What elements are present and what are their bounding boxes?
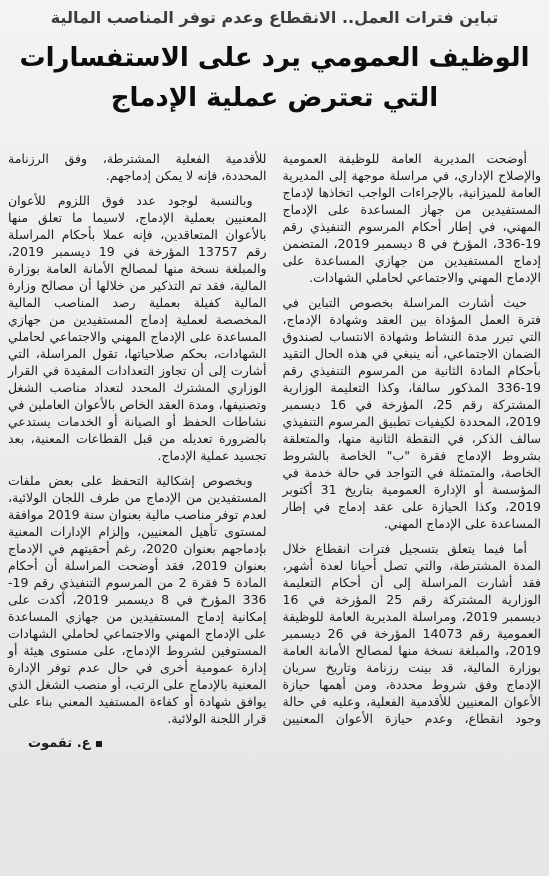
article-paragraph: أما فيما يتعلق بتسجيل فترات انقطاع خلال المدة المشترطة، والتي تصل أحيانا لعدة أشهر، فقد أشارت المراسلة إلى أن أحكام التعليمة الوزارية المشتركة رقم 25 المؤرخة في 16 ديسمبر 2019، ومراسلة المديرية العامة للوظيفة العمومية رقم 14073 المؤرخة في 26 ديسمبر 2019، والمبلغة نسخة منها لمصالح الأمانة العامة بوزارة المالية، قد بينت رزنامة وتاريخ سريان الإدماج وفق شروط محددة، ومن أهمها حيازة الأعوان المعنيين للأقدمية الفعلية، وعليه في حالة وجود انقطاع، وعدم حيازة الأعوان المعنيين للأقدمية الفعلية المشترطة، وفق الرزنامة المحددة، فإنه لا يمكن إدماجهم. xyxy=(8,151,542,726)
article-body xyxy=(8,150,541,753)
article-headline xyxy=(8,38,541,118)
article-byline xyxy=(8,735,267,753)
article-paragraph: وبخصوص إشكالية التحفظ على بعض ملفات المستفيدين من الإدماج من طرف اللجان الولائية، لعدم توفر مناصب مالية بعنوان سنة 2019 موافقة لمستوى تأهيل المعنيين، وإلزام الإدارات المعنية بإدماجهم بعنوان 2020، رغم أحقيتهم في الإدماج بعنوان 2019، فقد أوضحت المراسلة أن أحكام المادة 5 فقرة 2 من المرسوم التنفيذي رقم 19-336 المؤرخ في 8 ديسمبر 2019، أكدت على إمكانية إدماج المستفيدين من جهازي المساعدة على الإدماج المهني والاجتماعي لحاملي الشهادات المستوفين لشروط الإدماج، على مستوى هيئة أو إدارة عمومية أخرى في حال عدم توفر الإدارة المعنية بالإدماج على الرتب، أو منصب الشغل الذي يوافق شهادة أو كفاءة المستفيد المعني بناء على قرار اللجنة الولائية. xyxy=(8,473,267,726)
article-paragraph: أوضحت المديرية العامة للوظيفة العمومية والإصلاح الإداري، في مراسلة موجهة إلى المديرية العامة للميزانية، بالإجراءات الواجب اتخاذها لإدماج المستفيدين من جهاز المساعدة على الإدماج المهني، في إطار أحكام المرسوم التنفيذي رقم 19-336، المؤرخ في 8 ديسمبر 2019، المتضمن إدماج المستفيدين من جهازي المساعدة على الإدماج المهني والاجتماعي لحاملي الشهادات. xyxy=(282,151,542,285)
byline-square-icon xyxy=(96,741,102,747)
article-paragraph: وبالنسبة لوجود عدد فوق اللزوم للأعوان المعنيين بعملية الإدماج، لاسيما ما تعلق منها بالأعوان المتعاقدين، فإنه عملا بأحكام المراسلة رقم 13757 المؤرخة في 19 ديسمبر 2019، والمبلغة نسخة منها لمصالح الأمانة العامة بوزارة المالية، فقد تم التذكير من خلالها أن مصالح وزارة المالية كفيلة بعملية رصد المناصب المالية المخصصة لعملية إدماج المستفيدين من جهازي المساعدة على الإدماج المهني والاجتماعي لحاملي الشهادات، بحكم صلاحياتها، تقول المراسلة، التي أشارت إلى أن تجاوز التعدادات المقيدة في القرار الوزاري المشترك المحدد لتعداد مناصب الشغل وتصنيفها، ومدة العقد الخاص بالأعوان العاملين في نشاطات الحفظ أو الصيانة أو الخدمات يستدعي بالضرورة تعديله من قبل القطاعات المعنية، بعد تجسيد عملية الإدماج. xyxy=(8,193,267,463)
article-kicker: تباين فترات العمل.. الانقطاع وعدم توفر المناصب المالية xyxy=(50,8,499,27)
headline-line-2: التي تعترض عملية الإدماج xyxy=(110,83,439,113)
byline-author: ع. تقموت xyxy=(28,736,91,751)
headline-line-1: الوظيف العمومي يرد على الاستفسارات xyxy=(19,43,530,73)
article-paragraph: حيث أشارت المراسلة بخصوص التباين في فترة العمل المؤداة بين العقد وشهادة الإدماج، التي تبرر مدة النشاط وشهادة الانتساب لصندوق الضمان الاجتماعي، أنه ينبغي في هذه الحال التقيد بأحكام المادة الثانية من المرسوم التنفيذي رقم 19-336 المذكور سالفا، وكذا التعليمة الوزارية المشتركة رقم 25، المؤرخة في 16 ديسمبر 2019، المحددة لكيفيات تطبيق المرسوم التنفيذي سالف الذكر، في النقطة الثانية منها، والمتعلقة بشروط الإدماج فقرة "ب" الخاصة بالشروط الخاصة، والمتمثلة في التواجد في حالة خدمة في المؤسسة أو الإدارة العمومية بتاريخ 31 أكتوبر 2019، وكذا الحيازة على عقد إدماج في إطار المساعدة على الإدماج المهني. xyxy=(282,295,541,531)
